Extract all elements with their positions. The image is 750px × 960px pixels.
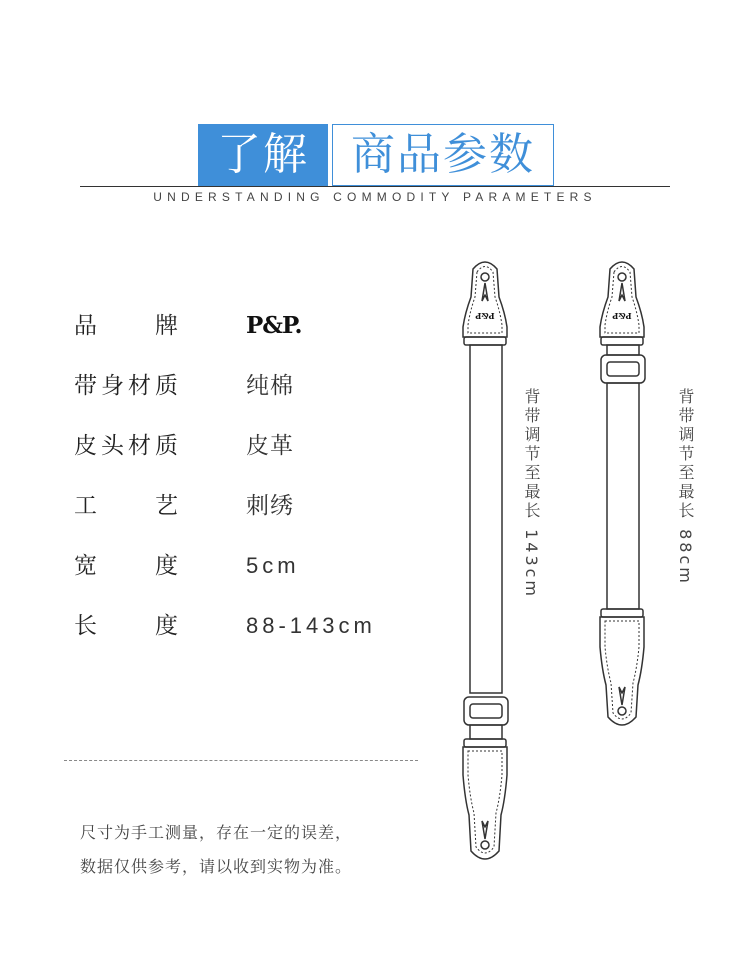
strap-logo: P&P (475, 311, 495, 321)
page-subtitle: UNDERSTANDING COMMODITY PARAMETERS (153, 190, 597, 204)
param-label: 带身材质 (74, 373, 178, 399)
param-label: 宽度 (74, 553, 178, 579)
disclaimer-line-1: 尺寸为手工测量，存在一定的误差， (80, 823, 353, 842)
header-divider (80, 186, 670, 187)
param-value: 纯棉 (246, 373, 294, 399)
disclaimer-line-2: 数据仅供参考，请以收到实物为准。 (80, 857, 353, 876)
param-value: 88-143cm (246, 613, 376, 638)
param-value: 刺绣 (246, 493, 294, 519)
strap-logo: P&P (612, 311, 632, 321)
param-row-brand (74, 306, 434, 346)
param-label: 品牌 (74, 313, 178, 339)
param-row-length (74, 606, 434, 646)
strap-short-label: 背带调节至最长 88cm (676, 388, 695, 586)
param-value: 皮革 (246, 433, 294, 459)
param-row-body-material (74, 366, 434, 406)
param-row-craft (74, 486, 434, 526)
param-label: 工艺 (74, 493, 178, 519)
strap-long-illustration (455, 255, 525, 870)
param-row-head-material (74, 426, 434, 466)
brand-logo: P&P. (246, 312, 302, 339)
dotted-divider (64, 760, 418, 761)
param-label: 长度 (74, 613, 178, 639)
param-value: 5cm (246, 553, 300, 578)
strap-short-illustration (592, 255, 662, 735)
param-label: 皮头材质 (74, 433, 178, 459)
param-row-width (74, 546, 434, 586)
header (0, 0, 750, 230)
title-highlight: 了解 (198, 124, 328, 186)
strap-long-label: 背带调节至最长 143cm (522, 388, 541, 600)
page-title: 商品参数 (332, 124, 554, 186)
